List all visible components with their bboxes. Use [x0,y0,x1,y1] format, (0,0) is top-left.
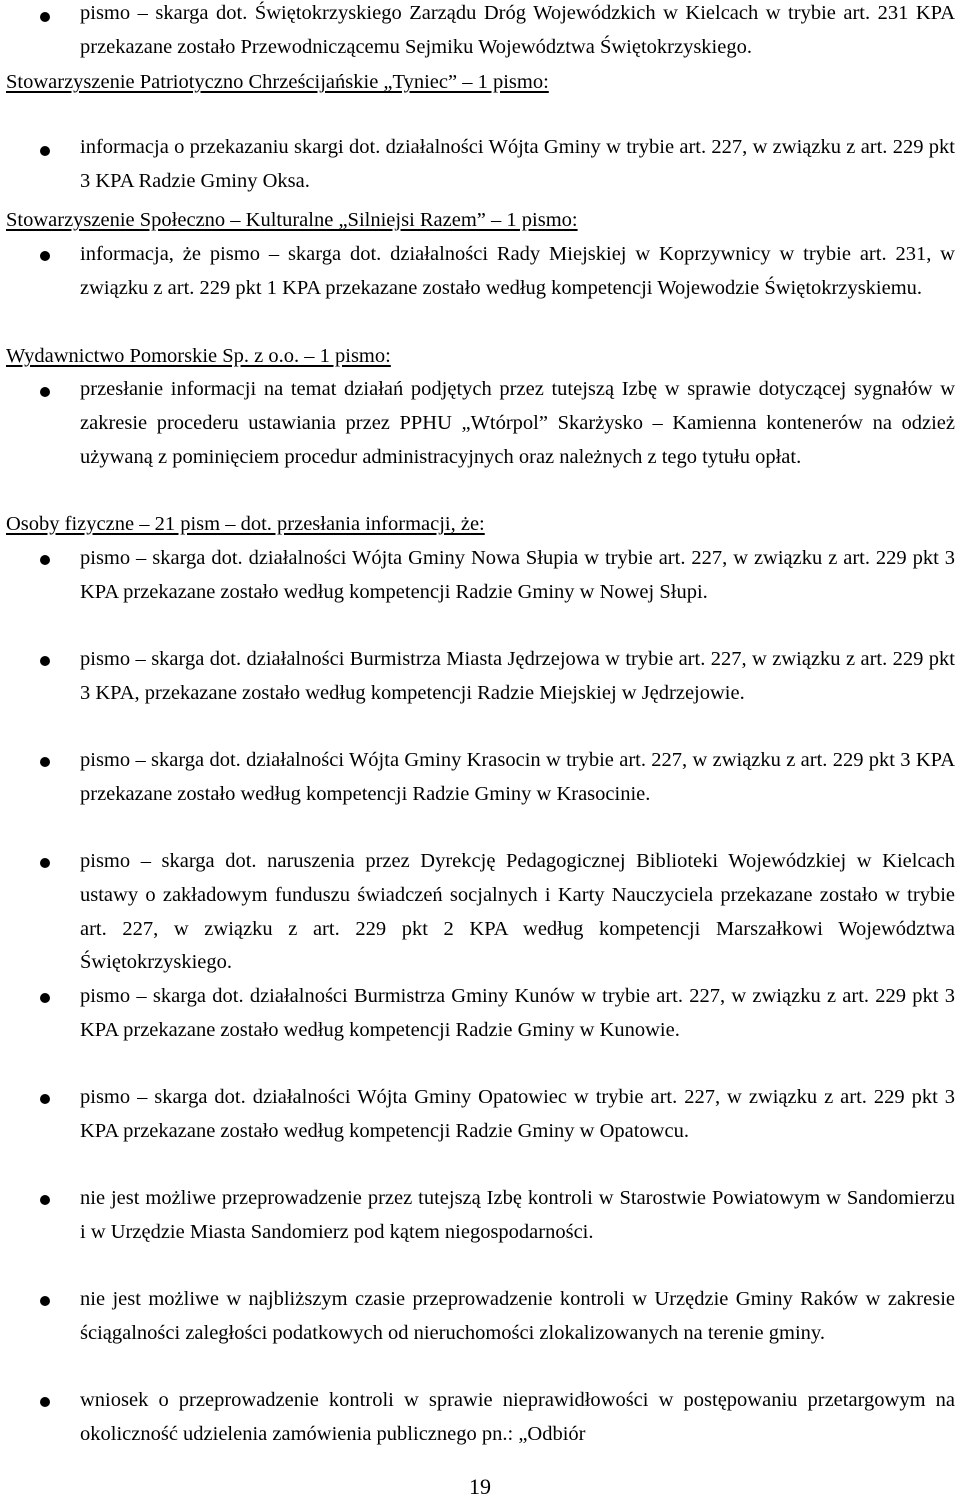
bullet-icon [40,858,50,868]
list-item-text: pismo – skarga dot. Świętokrzyskiego Zarządu Dróg Wojewódzkich w Kielcach w trybie art. 231 KPA przekazane zostało Przewodniczącemu Sejmiku Województwa Świętokrzyskiego. [80,2,955,58]
bullet-icon [40,757,50,767]
list-item-text: informacja o przekazaniu skargi dot. działalności Wójta Gminy w trybie art. 227, w związku z art. 229 pkt 3 KPA Radzie Gminy Oksa. [80,136,955,192]
bullet-icon [40,1296,50,1306]
bullet-icon [40,387,50,397]
bullet-icon [40,251,50,261]
section-heading: Stowarzyszenie Patriotyczno Chrześcijańskie „Tyniec” – 1 pismo: [6,71,549,93]
bullet-icon [40,656,50,666]
section-heading: Stowarzyszenie Społeczno – Kulturalne „Silniejsi Razem” – 1 pismo: [6,209,578,231]
page-number: 19 [469,1474,491,1499]
list-item-text: informacja, że pismo – skarga dot. działalności Rady Miejskiej w Koprzywnicy w trybie art. 231, w związku z art. 229 pkt 1 KPA przekazane zostało według kompetencji Wojewodzie Świętokrzyskiemu. [80,243,955,299]
bullet-icon [40,1195,50,1205]
list-item-text: pismo – skarga dot. naruszenia przez Dyrekcję Pedagogicznej Biblioteki Wojewódzkiej w Kielcach ustawy o zakładowym funduszu świadczeń socjalnych i Karty Nauczyciela przekazane zostało w trybie art. 227, w związku z art. 229 pkt 2 KPA według kompetencji Marszałkowi Województwa Świętokrzyskiego. [80,850,955,974]
bullet-icon [40,555,50,565]
bullet-icon [40,12,50,22]
bullet-icon [40,146,50,156]
list-item-text: nie jest możliwe w najbliższym czasie przeprowadzenie kontroli w Urzędzie Gminy Raków w zakresie ściągalności zaległości podatkowych od nieruchomości zlokalizowanych na terenie gminy. [80,1288,955,1344]
bullet-icon [40,1397,50,1407]
section-heading: Wydawnictwo Pomorskie Sp. z o.o. – 1 pismo: [6,345,391,367]
section-heading: Osoby fizyczne – 21 pism – dot. przesłania informacji, że: [6,513,485,535]
bullet-icon [40,1094,50,1104]
list-item-text: przesłanie informacji na temat działań podjętych przez tutejszą Izbę w sprawie dotyczącej sygnałów w zakresie procederu ustawiania przez PPHU „Wtórpol” Skarżysko – Kamienna kontenerów na odzież używaną z pominięciem procedur administracyjnych oraz należnych z tego tytułu opłat. [80,378,955,468]
list-item-text: nie jest możliwe przeprowadzenie przez tutejszą Izbę kontroli w Starostwie Powiatowym w Sandomierzu i w Urzędzie Miasta Sandomierz pod kątem niegospodarności. [80,1187,955,1243]
list-item-text: pismo – skarga dot. działalności Wójta Gminy Krasocin w trybie art. 227, w związku z art. 229 pkt 3 KPA przekazane zostało według kompetencji Radzie Gminy w Krasocinie. [80,749,955,805]
list-item-text: pismo – skarga dot. działalności Burmistrza Miasta Jędrzejowa w trybie art. 227, w związku z art. 229 pkt 3 KPA, przekazane zostało według kompetencji Radzie Miejskiej w Jędrzejowie. [80,648,955,704]
list-item-text: pismo – skarga dot. działalności Wójta Gminy Nowa Słupia w trybie art. 227, w związku z art. 229 pkt 3 KPA przekazane zostało według kompetencji Radzie Gminy w Nowej Słupi. [80,547,955,603]
list-item-text: pismo – skarga dot. działalności Wójta Gminy Opatowiec w trybie art. 227, w związku z art. 229 pkt 3 KPA przekazane zostało według kompetencji Radzie Gminy w Opatowcu. [80,1086,955,1142]
list-item-text: wniosek o przeprowadzenie kontroli w sprawie nieprawidłowości w postępowaniu przetargowym na okoliczność udzielenia zamówienia publicznego pn.: „Odbiór [80,1389,955,1445]
bullet-icon [40,993,50,1003]
list-item-text: pismo – skarga dot. działalności Burmistrza Gminy Kunów w trybie art. 227, w związku z art. 229 pkt 3 KPA przekazane zostało według kompetencji Radzie Gminy w Kunowie. [80,985,955,1041]
